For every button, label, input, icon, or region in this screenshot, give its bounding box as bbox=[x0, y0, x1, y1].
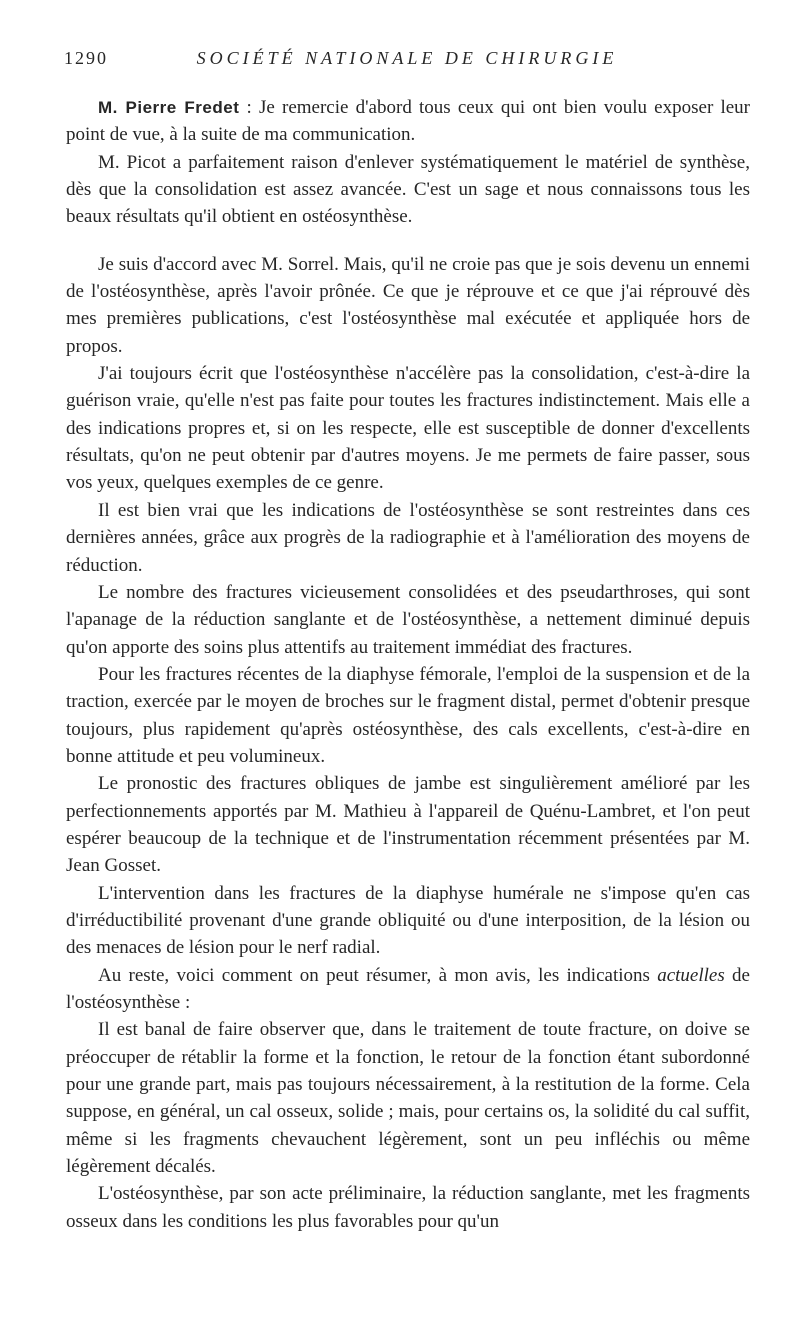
paragraph-4: J'ai toujours écrit que l'ostéosynthèse n'accélère pas la consolidation, c'est-à-dire la guérison vraie, qu'elle n'est pas faite pour toutes les fractures indistinctement. Mais elle a des indications propres et, si on les respecte, elle est susceptible de donner d'excellents résultats, qu'on ne peut obtenir par d'autres moyens. Je me permets de faire passer, sous vos yeux, quelques exemples de ce genre. bbox=[66, 363, 750, 494]
paragraph-1 bbox=[66, 94, 750, 149]
paragraph-7: Pour les fractures récentes de la diaphyse fémorale, l'emploi de la suspension et de la traction, exercée par le moyen de broches sur le fragment distal, permet d'obtenir presque toujours, plus rapidement qu'après ostéosynthèse, des cals excellents, c'est-à-dire en bonne attitude et peu volumineux. bbox=[66, 663, 750, 767]
paragraph-10 bbox=[66, 962, 750, 1017]
page-header bbox=[64, 48, 750, 78]
paragraph-5: Il est bien vrai que les indications de l'ostéosynthèse se sont restreintes dans ces dernières années, grâce aux progrès de la radiographie et à l'amélioration des moyens de réduction. bbox=[66, 499, 750, 576]
paragraph-2: M. Picot a parfaitement raison d'enlever systématiquement le matériel de synthèse, dès que la consolidation est assez avancée. C'est un sage et nous connaissons tous les beaux résultats qu'il obtient en ostéosynthèse. bbox=[66, 151, 750, 228]
paragraph-text: : Je remercie d'abord tous ceux qui ont bien voulu exposer leur point de vue, à la suite de ma communication. bbox=[66, 97, 750, 146]
body-text bbox=[66, 94, 750, 1235]
running-title: SOCIÉTÉ NATIONALE DE CHIRURGIE bbox=[196, 48, 618, 68]
paragraph-8: Le pronostic des fractures obliques de jambe est singulièrement amélioré par les perfectionnements apportés par M. Mathieu à l'appareil de Quénu-Lambret, et l'on peut espérer beaucoup de la technique et de l'instrumentation récemment présentées par M. Jean Gosset. bbox=[66, 773, 750, 877]
paragraph-text: de l'ostéosynthèse : bbox=[66, 964, 750, 1013]
paragraph-11: Il est banal de faire observer que, dans le traitement de toute fracture, on doive se préoccuper de rétablir la forme et la fonction, le retour de la fonction étant subordonné pour une grande part, mais pas toujours nécessairement, à la restitution de la forme. Cela suppose, en général, un cal osseux, solide ; mais, pour certains os, la solidité du cal suffit, même si les fragments chevauchent légèrement, sont un peu infléchis ou même légèrement décalés. bbox=[66, 1019, 750, 1178]
speaker-name: M. Pierre Fredet bbox=[98, 98, 240, 117]
page-number: 1290 bbox=[64, 48, 108, 68]
paragraph-6: Le nombre des fractures vicieusement consolidées et des pseudarthroses, qui sont l'apanage de la réduction sanglante et de l'ostéosynthèse, a nettement diminué depuis qu'on apporte des soins plus attentifs au traitement immédiat des fractures. bbox=[66, 581, 750, 658]
paragraph-9: L'intervention dans les fractures de la diaphyse humérale ne s'impose qu'en cas d'irréductibilité provenant d'une grande obliquité ou d'une interposition, de la lésion ou des menaces de lésion pour le nerf radial. bbox=[66, 882, 750, 959]
paragraph-text: Au reste, voici comment on peut résumer, à mon avis, les indications bbox=[98, 964, 658, 986]
italic-word: actuelles bbox=[657, 964, 725, 986]
paragraph-12: L'ostéosynthèse, par son acte préliminaire, la réduction sanglante, met les fragments osseux dans les conditions les plus favorables pour qu'un bbox=[66, 1183, 750, 1232]
paragraph-3: Je suis d'accord avec M. Sorrel. Mais, qu'il ne croie pas que je sois devenu un ennemi de l'ostéosynthèse, après l'avoir prônée. Ce que je réprouve et ce que j'ai réprouvé dès mes premières publications, c'est l'ostéosynthèse mal exécutée et appliquée hors de propos. bbox=[66, 253, 750, 357]
